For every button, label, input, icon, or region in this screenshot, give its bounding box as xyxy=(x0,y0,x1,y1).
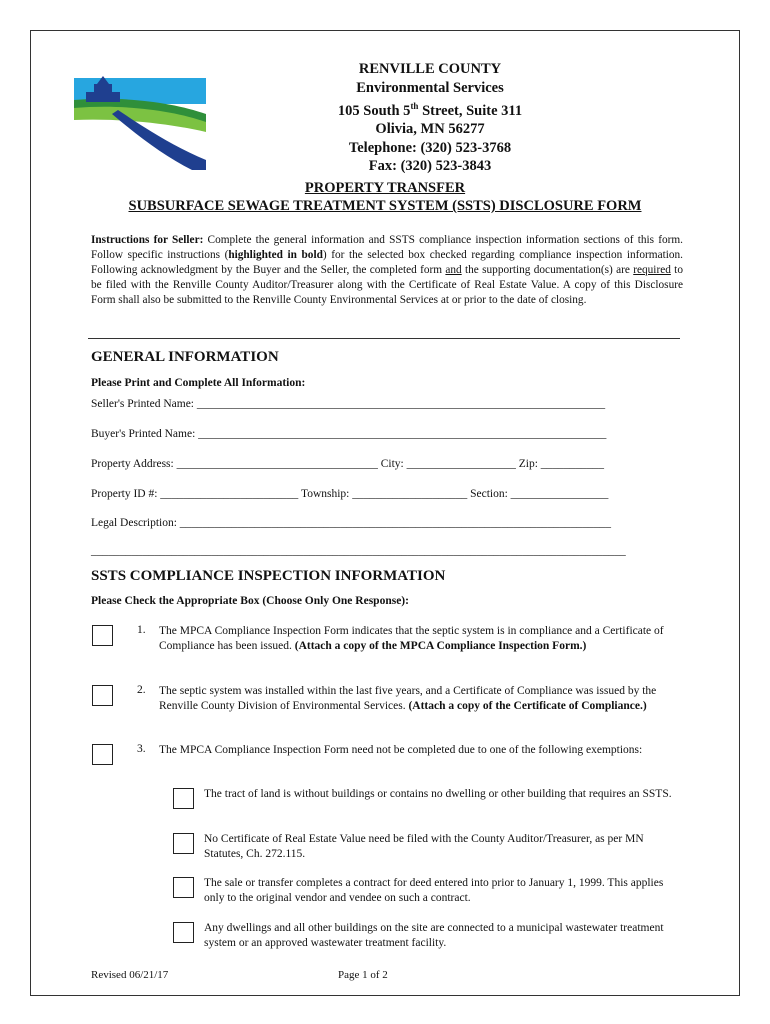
seller-instructions: Instructions for Seller: Complete the general information and SSTS compliance inspection information sections of this form. Follow specific instructions (highlighted in bold) for the selected box checked regarding compliance inspection information. Following acknowledgment by the Buyer and the Seller, the completed form and the supporting documentation(s) are required to be filed with the Renville County Auditor/Treasurer along with the Certificate of Real Estate Value. A copy of this Disclosure Form shall also be submitted to the Renville County Environmental Services at or prior to the date of closing. xyxy=(91,234,683,306)
legal-description-field[interactable]: Legal Description: ___________________________________________________________________________ xyxy=(91,517,612,529)
property-id-field[interactable]: Property ID #: ________________________ Township: ____________________ Section: _________________ xyxy=(91,488,609,500)
seller-name-field[interactable]: Seller's Printed Name: _______________________________________________________________________ xyxy=(91,398,606,410)
general-info-subheading: Please Print and Complete All Information: xyxy=(91,377,306,389)
telephone: Telephone: (320) 523-3768 xyxy=(348,139,512,156)
exemption-2-text: No Certificate of Real Estate Value need be filed with the County Auditor/Treasurer, as per MN Statutes, Ch. 272.115. xyxy=(204,833,644,860)
option-2-text: The septic system was installed within the last five years, and a Certificate of Compliance was issued by the Renville County Division of Environmental Services. (Attach a copy of the Certificate of Compliance.) xyxy=(159,685,657,712)
exemption-1-text: The tract of land is without buildings or contains no dwelling or other building that requires an SSTS. xyxy=(204,788,672,800)
option-3-text: The MPCA Compliance Inspection Form need not be completed due to one of the following exemptions: xyxy=(159,744,643,756)
checkbox-exemption-4[interactable] xyxy=(173,922,194,943)
checkbox-exemption-3[interactable] xyxy=(173,877,194,898)
checkbox-option-3[interactable] xyxy=(92,744,113,765)
fax: Fax: (320) 523-3843 xyxy=(368,158,492,175)
section-divider xyxy=(88,338,680,339)
ssts-heading: SSTS COMPLIANCE INSPECTION INFORMATION xyxy=(91,568,446,584)
checkbox-exemption-1[interactable] xyxy=(173,788,194,809)
checkbox-option-2[interactable] xyxy=(92,685,113,706)
form-title-line1: PROPERTY TRANSFER xyxy=(304,180,466,196)
ssts-subheading: Please Check the Appropriate Box (Choose Only One Response): xyxy=(91,595,409,607)
legal-description-continued[interactable]: _____________________________________________________________________________________________ xyxy=(91,545,626,557)
general-info-heading: GENERAL INFORMATION xyxy=(91,349,279,365)
revision-date: Revised 06/21/17 xyxy=(91,969,169,981)
property-address-field[interactable]: Property Address: ___________________________________ City: ___________________ Zip: ___________ xyxy=(91,458,605,470)
county-logo xyxy=(72,70,212,170)
county-name: RENVILLE COUNTY xyxy=(358,61,502,77)
form-title xyxy=(60,179,710,215)
option-2-number: 2. xyxy=(137,684,146,696)
option-1-number: 1. xyxy=(137,624,146,636)
city-state-zip: Olivia, MN 56277 xyxy=(375,121,485,138)
option-3-number: 3. xyxy=(137,743,146,755)
checkbox-option-1[interactable] xyxy=(92,625,113,646)
department-name: Environmental Services xyxy=(356,79,504,96)
option-1-text: The MPCA Compliance Inspection Form indicates that the septic system is in compliance and a Certificate of Compliance has been issued. (Attach a copy of the MPCA Compliance Inspection Form.) xyxy=(159,625,664,652)
street-address: 105 South 5th Street, Suite 311 xyxy=(337,101,523,119)
checkbox-exemption-2[interactable] xyxy=(173,833,194,854)
page-number: Page 1 of 2 xyxy=(338,969,388,981)
agency-header xyxy=(260,60,600,176)
exemption-3-text: The sale or transfer completes a contract for deed entered into prior to January 1, 1999. This applies only to the original vendor and vendee on such a contract. xyxy=(204,877,664,904)
buyer-name-field[interactable]: Buyer's Printed Name: _______________________________________________________________________ xyxy=(91,428,607,440)
form-title-line2: SUBSURFACE SEWAGE TREATMENT SYSTEM (SSTS) DISCLOSURE FORM xyxy=(128,198,642,214)
exemption-4-text: Any dwellings and all other buildings on the site are connected to a municipal wastewater treatment system or an approved wastewater treatment facility. xyxy=(204,922,664,949)
